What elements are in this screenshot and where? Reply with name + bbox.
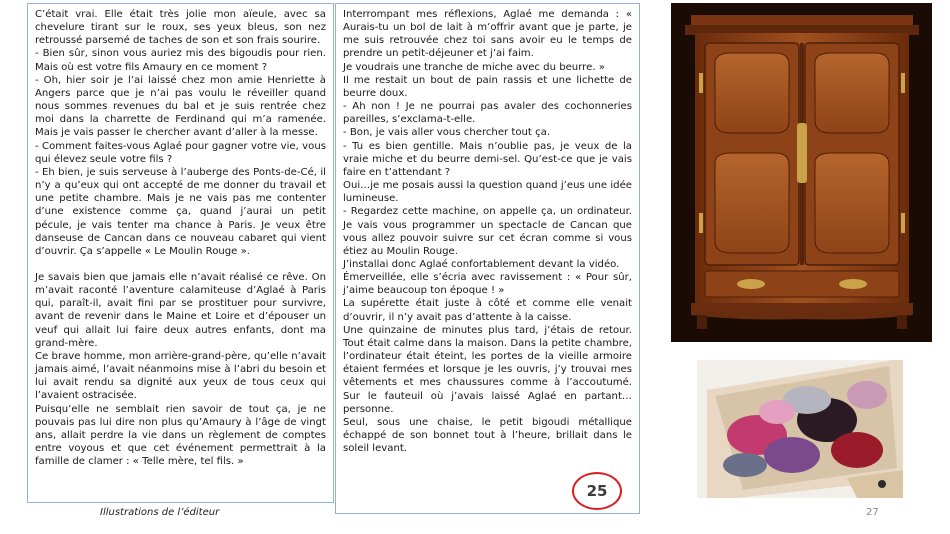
paragraph: - Bon, je vais aller vous chercher tout ça. xyxy=(343,127,551,139)
paragraph: Oui…je me posais aussi la question quand j’eus une idée lumineuse. xyxy=(343,180,632,205)
paragraph: - Oh, hier soir je l’ai laissé chez mon amie Henriette à Angers parce que je n’ai pas voulu le réveiller quand nous sommes revenues du bal et je suis rentrée chez moi dans la charrette de Ferdinand qui m’a ramenée. Mais je vais passer le chercher avant d’aller à la messe. xyxy=(35,74,326,139)
drawer-drawing xyxy=(697,360,903,498)
paragraph: Il me restait un bout de pain rassis et une lichette de beurre doux. xyxy=(343,74,632,99)
armoire-illustration xyxy=(671,3,932,342)
slide-number: 27 xyxy=(866,507,879,518)
armoire-drawing xyxy=(671,3,932,342)
page-number-circle xyxy=(572,472,622,510)
middle-text-column xyxy=(335,3,640,514)
paragraph: C’était vrai. Elle était très jolie mon aïeule, avec sa chevelure tirant sur le roux, ses yeux bleus, son nez retroussé parsemé de taches de son et son frais sourire. xyxy=(35,9,326,47)
paragraph: Interrompant mes réflexions, Aglaé me demanda : « Aurais-tu un bol de lait à m’offrir avant que je parte, je me suis retrouvée chez toi sans avoir eu le temps de prendre un petit-déjeuner et j’ai faim. xyxy=(343,9,632,60)
paragraph: Seul, sous une chaise, le petit bigoudi métallique échappé de son bonnet tout à l’heure, brillait dans le soleil levant. xyxy=(343,416,632,455)
paragraph: - Bien sûr, sinon vous auriez mis des bigoudis pour rien. Mais où est votre fils Amaury en ce moment ? xyxy=(35,48,326,73)
paragraph: Émerveillée, elle s’écria avec ravissement : « Pour sûr, j’aime beaucoup ton époque ! » xyxy=(343,272,632,297)
page-number: 25 xyxy=(586,482,608,500)
drawer-illustration xyxy=(697,360,903,498)
paragraph: La supérette était juste à côté et comme elle venait d’ouvrir, il n’y avait pas d’attente à la caisse. xyxy=(343,298,632,323)
paragraph: - Tu es bien gentille. Mais n’oublie pas, je veux de la vraie miche et du beurre demi-sel. Qu’est-ce que je vais faire en t’attendant ? xyxy=(343,140,632,178)
paragraph: Puisqu’elle ne semblait rien savoir de tout ça, je ne pouvais pas lui dire non plus qu’Amaury à l’âge de vingt ans, allait perdre la vie dans un règlement de comptes entre voyous et que cet événement permettrait à la famille de clamer : « Telle mère, tel fils. » xyxy=(35,403,326,468)
paragraph: J’installai donc Aglaé confortablement devant la vidéo. xyxy=(343,258,620,270)
paragraph: - Regardez cette machine, on appelle ça, un ordinateur. Je vais vous programmer un spectacle de Cancan que vous allez pouvoir suivre sur cet écran comme si vous étiez au Moulin Rouge. xyxy=(343,206,632,257)
paragraph: - Eh bien, je suis serveuse à l’auberge des Ponts-de-Cé, il n’y a qu’eux qui ont accepté de me donner du travail et une petite chambre. Mais je ne vais pas me contenter d’une existence comme ça, quand j’aurai un petit pécule, je vais tenter ma chance à Paris. Je veux être danseuse de Cancan dans ce nouveau cabaret qui vient d’ouvrir. Ça s’appelle « Le Moulin Rouge ». xyxy=(35,166,326,257)
paragraph: Une quinzaine de minutes plus tard, j’étais de retour. Tout était calme dans la maison. Dans la petite chambre, l’ordinateur était éteint, les portes de la vieille armoire étaient fermées et lorsque je les ouvris, j’y trouvai mes vêtements et mes chaussures comme à l’accoutumé. Sur le fauteuil où j’avais laissé Aglaé en partant…personne. xyxy=(343,324,632,415)
left-text-column xyxy=(27,3,334,503)
paragraph: - Ah non ! Je ne pourrai pas avaler des cochonneries pareilles, s’exclama-t-elle. xyxy=(343,101,632,126)
illustration-caption: Illustrations de l’éditeur xyxy=(100,507,220,518)
paragraph: Ce brave homme, mon arrière-grand-père, qu’elle n’avait jamais aimé, l’avait néanmoins mise à l’abri du besoin et lui avait rendu sa dignité aux yeux de tous ceux qui l’avaient ostracisée. xyxy=(35,350,326,402)
paragraph: Je voudrais une tranche de miche avec du beurre. » xyxy=(343,61,605,73)
paragraph: Je savais bien que jamais elle n’avait réalisé ce rêve. On m’avait raconté l’aventure calamiteuse d’Aglaé à Paris qui, paraît-il, avait fini par se prostituer pour survivre, avant de revenir dans le Maine et Loire et d’épouser un veuf qui allait lui faire deux autres enfants, dont ma grand-mère. xyxy=(35,271,326,349)
paragraph: - Comment faites-vous Aglaé pour gagner votre vie, vous qui élevez seule votre fils ? xyxy=(35,140,326,165)
